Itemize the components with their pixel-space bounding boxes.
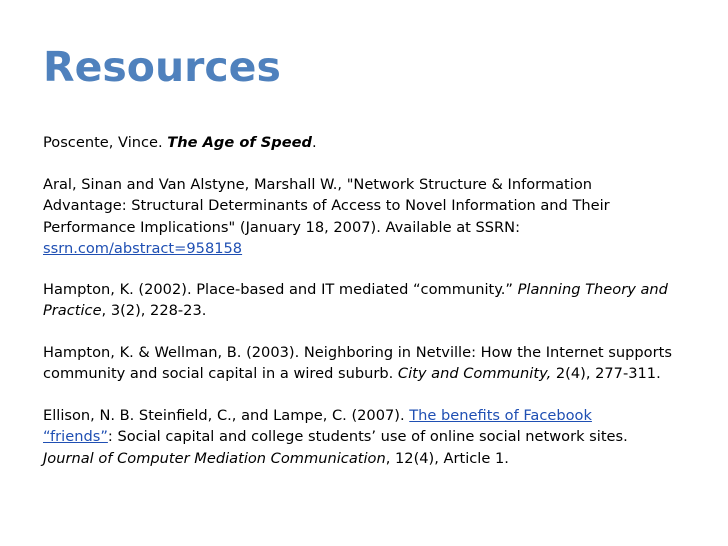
reference-text: Ellison, N. B. Steinfield, C., and Lampe, C. (2007). [43,406,410,424]
reference-poscente [43,132,708,154]
reference-line: Hampton, K. & Wellman, B. (2003). Neighboring in Netville: How the Internet supports [43,343,672,361]
reference-line [43,132,708,154]
journal-title: Planning Theory and [517,280,668,298]
reference-suffix: . [312,134,317,151]
spacer [43,260,708,279]
page-title: Resources [43,43,281,91]
reference-text: community and social capital in a wired suburb. [43,365,398,382]
reference-line [43,363,708,385]
reference-line [43,426,708,448]
reference-text: 2(4), 277-311. [551,365,661,382]
ssrn-link[interactable]: ssrn.com/abstract=958158 [43,240,243,257]
book-title: The Age of Speed [167,134,312,151]
reference-list [43,132,708,469]
journal-title: Practice [43,302,102,319]
reference-line: Aral, Sinan and Van Alstyne, Marshall W., "Network Structure & Information [43,175,592,193]
reference-text: , 3(2), 228-23. [101,302,207,319]
reference-line [43,405,708,427]
reference-aral [43,174,708,260]
reference-text: , 12(4), Article 1. [385,449,509,467]
facebook-article-link-continued[interactable]: “friends” [43,428,108,445]
reference-author: Poscente, Vince. [43,134,168,151]
reference-line [43,448,708,470]
reference-line [43,300,708,322]
reference-hampton-wellman-2003 [43,342,708,385]
reference-line [43,279,708,301]
reference-ellison-2007 [43,405,708,470]
journal-title: City and Community, [397,365,552,382]
spacer [43,154,708,174]
spacer [43,385,708,405]
reference-text: : Social capital and college students’ use of online social network sites. [107,428,628,445]
reference-line: Performance Implications" (January 18, 2007). Available at SSRN: [43,218,521,236]
reference-text: Hampton, K. (2002). Place-based and IT mediated “community.” [43,280,518,298]
facebook-article-link[interactable]: The benefits of Facebook [409,406,592,424]
reference-line [43,238,708,260]
reference-hampton-2002 [43,279,708,322]
journal-title: Journal of Computer Mediation Communication [43,449,386,467]
spacer [43,322,708,342]
reference-line: Advantage: Structural Determinants of Access to Novel Information and Their [43,197,610,214]
